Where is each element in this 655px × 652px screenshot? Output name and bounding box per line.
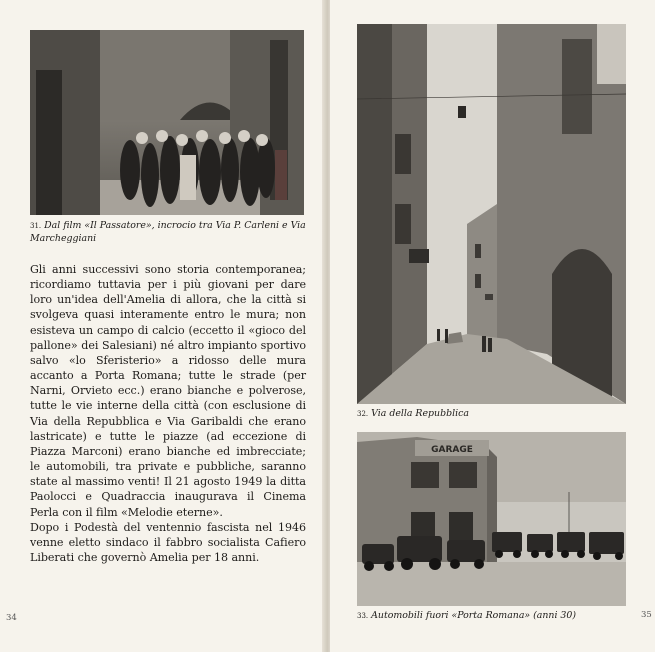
- caption-text: Via della Repubblica: [371, 408, 469, 419]
- left-page: [0, 0, 326, 652]
- garage-photo: [357, 432, 626, 606]
- caption-text: Dal film «Il Passatore», incrocio tra Via P. Carleni e Via Marcheggiani: [30, 220, 306, 244]
- page-number: 35: [641, 610, 652, 620]
- caption-text: Automobili fuori «Porta Romana» (anni 30): [371, 610, 577, 621]
- caption-number: 31.: [30, 222, 42, 230]
- paragraph: Gli anni successivi sono storia contemporanea; ricordiamo tuttavia per i più giovani per dare loro un'idea dell'Amelia di allora, che la città si svolgeva quasi interamente entro le mura; non esisteva un campo di calcio (eccetto il «gioco del pallone» dei Salesiani) né altro impianto sportivo salvo «lo Sferisterio» a ridosso delle mura accanto a Porta Romana; tutte le strade (per Narni, Orvieto ecc.) erano bianche e polverose, tutte le vie interne della città (con esclusione di Via della Repubblica e Via Garibaldi che erano lastricate) e tutte le piazze (ad eccezione di Piazza Marconi) erano bianche ed imbrecciate; le automobili, tra private e pubbliche, saranno state al massimo venti! Il 21 agosto 1949 la ditta Paolocci e Quadraccia inaugurava il Cinema Perla con il film «Melodie eterne».: [30, 263, 306, 519]
- photo-33-caption: [357, 610, 626, 623]
- photo-32-caption: [357, 408, 626, 421]
- page-number: 34: [6, 613, 17, 623]
- caption-number: 32.: [357, 410, 369, 418]
- body-text: [30, 262, 306, 565]
- film-still-photo: [30, 30, 304, 215]
- paragraph: Dopo i Podestà del ventennio fascista nel 1946 venne eletto sindaco il fabbro socialista Cafiero Liberati che governò Amelia per 18 anni.: [30, 520, 306, 564]
- street-photo: [357, 24, 626, 404]
- caption-number: 33.: [357, 612, 369, 620]
- photo-31-caption: [30, 220, 306, 245]
- garage-sign: GARAGE: [431, 445, 473, 455]
- right-page: [330, 0, 655, 652]
